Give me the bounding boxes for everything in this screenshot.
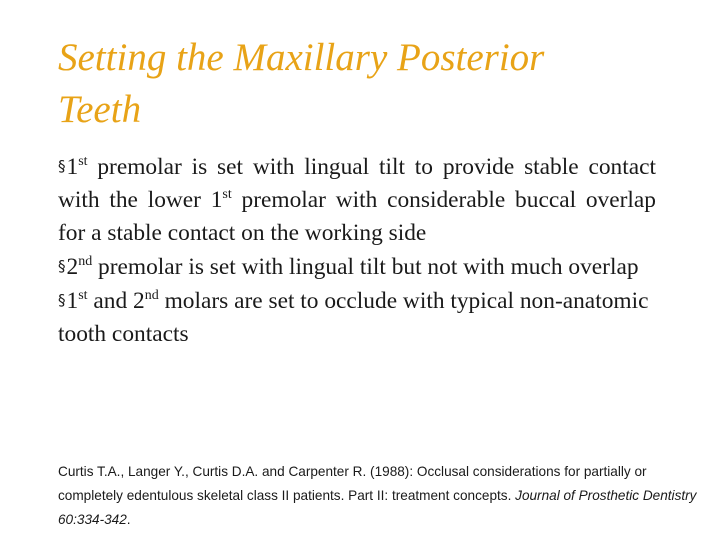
reference-citation	[58, 460, 708, 532]
ordinal-suffix: st	[78, 154, 88, 169]
bullet-ordinal: 1	[66, 288, 79, 314]
square-bullet-icon: §	[58, 291, 66, 309]
ordinal-suffix: st	[222, 187, 232, 202]
ordinal-suffix: nd	[144, 288, 159, 303]
bullet-ordinal: 2	[66, 254, 79, 280]
square-bullet-icon: §	[58, 157, 66, 175]
slide-title	[58, 32, 658, 136]
bullet-item-second-premolar	[58, 250, 656, 284]
citation-end: .	[126, 512, 131, 527]
slide-title-line-2: Teeth	[58, 88, 142, 131]
bullet-text: premolar is set with lingual tilt to provide stable contact with the lower 1	[58, 154, 656, 213]
bullet-item-first-premolar	[58, 150, 656, 250]
bullet-text: and 2	[87, 288, 145, 314]
ordinal-suffix: nd	[78, 254, 93, 269]
bullet-list	[58, 150, 656, 351]
citation-text: Curtis T.A., Langer Y., Curtis D.A. and Carpenter R. (1988): Occlusal considerations for partially or completely edentulous skeletal class II patients. Part II: treatment concepts.	[58, 464, 647, 503]
bullet-text: premolar is set with lingual tilt but not with much overlap	[92, 254, 639, 280]
square-bullet-icon: §	[58, 257, 66, 275]
bullet-text: molars are set to occlude with typical non-anatomic tooth contacts	[58, 288, 649, 347]
bullet-text: premolar with considerable buccal overlap for a stable contact on the working side	[58, 187, 656, 246]
citation-journal: Journal of Prosthetic Dentistry 60:334-342	[58, 488, 697, 527]
slide-title-line-1: Setting the Maxillary Posterior	[58, 36, 545, 79]
bullet-item-molars	[58, 284, 656, 351]
ordinal-suffix: st	[78, 288, 88, 303]
bullet-ordinal: 1	[66, 154, 79, 180]
